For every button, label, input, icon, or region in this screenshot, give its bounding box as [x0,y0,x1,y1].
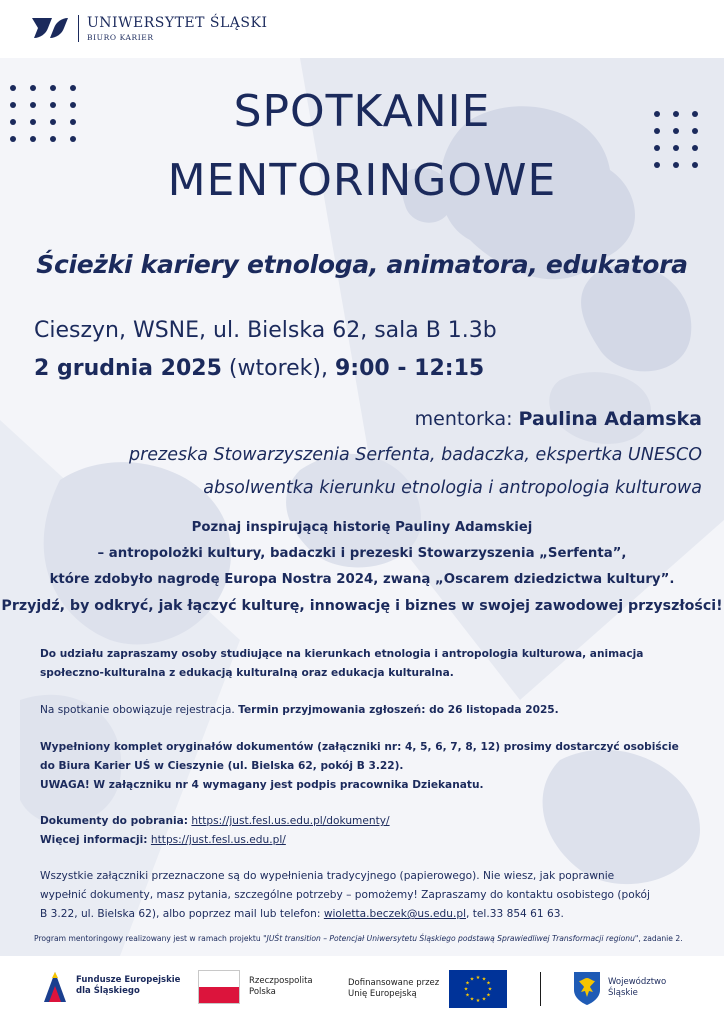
svg-text:★: ★ [481,996,487,1003]
contact-line-2: wypełnić dokumenty, masz pytania, szczególne potrzeby – pomożemy! Zapraszamy do kontaktu osobistego (pokój [40,889,650,901]
documents-download-row [40,812,690,831]
poland-logo [198,970,313,1004]
mentor-prefix: mentorka: [414,408,513,430]
documents-warning: UWAGA! W załączniku nr 4 wymagany jest podpis pracownika Dziekanatu. [40,779,484,791]
registration-text: Na spotkanie obowiązuje rejestracja. [40,704,235,716]
links-paragraph [40,812,690,850]
documents-download-link[interactable]: https://just.fesl.us.edu.pl/dokumenty/ [191,815,390,827]
mentor-name: Paulina Adamska [518,408,702,430]
svg-text:★: ★ [475,998,481,1004]
svg-text:★: ★ [475,975,481,981]
svg-text:★: ★ [481,976,487,983]
silesia-eagle-shield-icon [572,970,602,1006]
svg-text:★: ★ [469,996,475,1003]
european-funds-line1: Fundusze Europejskie [76,975,181,985]
svg-text:★: ★ [487,986,493,993]
footnote-suffix: , zadanie 2. [638,934,683,943]
svg-text:★: ★ [469,976,475,983]
documents-line-1: Wypełniony komplet oryginałów dokumentów (załączniki nr: 4, 5, 6, 7, 8, 12) prosimy dostarczyć osobiście [40,741,679,753]
eu-line2: Unię Europejską [348,989,417,999]
more-info-row [40,831,690,850]
svg-text:★: ★ [486,980,491,987]
page-title-line2: MENTORINGOWE [167,155,557,206]
event-date: 2 grudnia 2025 [34,356,222,381]
event-date-line [34,356,484,381]
eu-logo [348,970,507,1008]
footnote-project-name: "JUŚt transition – Potencjał Uniwersytetu Śląskiego podstawą Sprawiedliwej Transformacji regionu" [263,934,639,943]
silesia-voivodeship-logo [572,970,666,1006]
contact-email-link[interactable]: wioletta.beczek@us.edu.pl [323,908,467,920]
contact-line-3 [40,905,690,924]
intro-line-1: Poznaj inspirującą historię Pauliny Adamskiej [191,520,533,535]
more-info-link[interactable]: https://just.fesl.us.edu.pl/ [150,834,286,846]
eu-line1: Dofinansowane przez [348,978,440,988]
page-subtitle: Ścieżki kariery etnologa, animatora, edukatora [36,250,688,279]
event-time: 9:00 - 12:15 [335,356,485,381]
intro-line-3: które zdobyło nagrodę Europa Nostra 2024, zwaną „Oscarem dziedzictwa kultury”. [49,572,675,587]
poland-line2: Polska [249,987,276,997]
university-logo [30,14,268,42]
registration-deadline: Termin przyjmowania zgłoszeń: do 26 listopada 2025. [238,704,559,716]
svg-text:★: ★ [463,986,469,993]
contact-paragraph [40,867,690,924]
mentor-role-2: absolwentka kierunku etnologia i antropologia kulturowa [203,478,702,498]
svg-text:★: ★ [465,992,470,999]
participants-paragraph: Do udziału zapraszamy osoby studiujące na kierunkach etnologia i antropologia kulturowa, animacja społeczno-kulturalna z edukacją kulturalną oraz edukacja kulturalna. [40,648,644,679]
university-name: UNIWERSYTET ŚLĄSKI [87,14,268,31]
more-info-label: Więcej informacji: [40,834,148,846]
poland-line1: Rzeczpospolita [249,976,313,986]
european-funds-line2: dla Śląskiego [76,986,140,996]
footer-divider [540,972,541,1006]
unit-name: BIURO KARIER [87,32,154,42]
svg-text:★: ★ [465,980,470,987]
silesia-line1: Województwo [608,977,667,987]
intro-line-2: – antropolożki kultury, badaczki i prezeski Stowarzyszenia „Serfenta”, [97,546,627,561]
documents-download-label: Dokumenty do pobrania: [40,815,189,827]
silesia-line2: Śląskie [608,988,638,998]
european-funds-logo [40,968,180,1004]
footnote-prefix: Program mentoringowy realizowany jest w ramach projektu [34,934,261,943]
european-funds-icon [40,968,70,1004]
mentor-line [415,408,702,430]
documents-line-2: do Biura Karier UŚ w Cieszynie (ul. Bielska 62, pokój B 3.22). [40,760,404,772]
registration-paragraph [40,701,690,720]
eu-flag-icon [449,970,507,1008]
mentor-role-1: prezeska Stowarzyszenia Serfenta, badaczka, ekspertka UNESCO [128,445,702,465]
contact-line-3-text: B 3.22, ul. Bielska 62), albo poprzez mail lub telefon: [40,908,321,920]
svg-text:★: ★ [486,992,491,999]
university-logo-mark-icon [30,14,70,42]
poland-flag-icon [198,970,240,1004]
contact-phone: , tel.33 854 61 63. [466,908,564,920]
event-place: Cieszyn, WSNE, ul. Bielska 62, sala B 1.3b [34,318,497,343]
event-weekday: (wtorek), [228,356,328,381]
project-footnote [34,934,704,943]
page-title-line1: SPOTKANIE [233,86,491,137]
intro-line-4: Przyjdź, by odkryć, jak łączyć kulturę, innowację i biznes w swojej zawodowej przyszłości! [1,598,723,614]
contact-line-1: Wszystkie załączniki przeznaczone są do wypełnienia tradycyjnego (papierowego). Nie wiesz, jak poprawnie [40,870,615,882]
documents-paragraph [40,738,690,795]
